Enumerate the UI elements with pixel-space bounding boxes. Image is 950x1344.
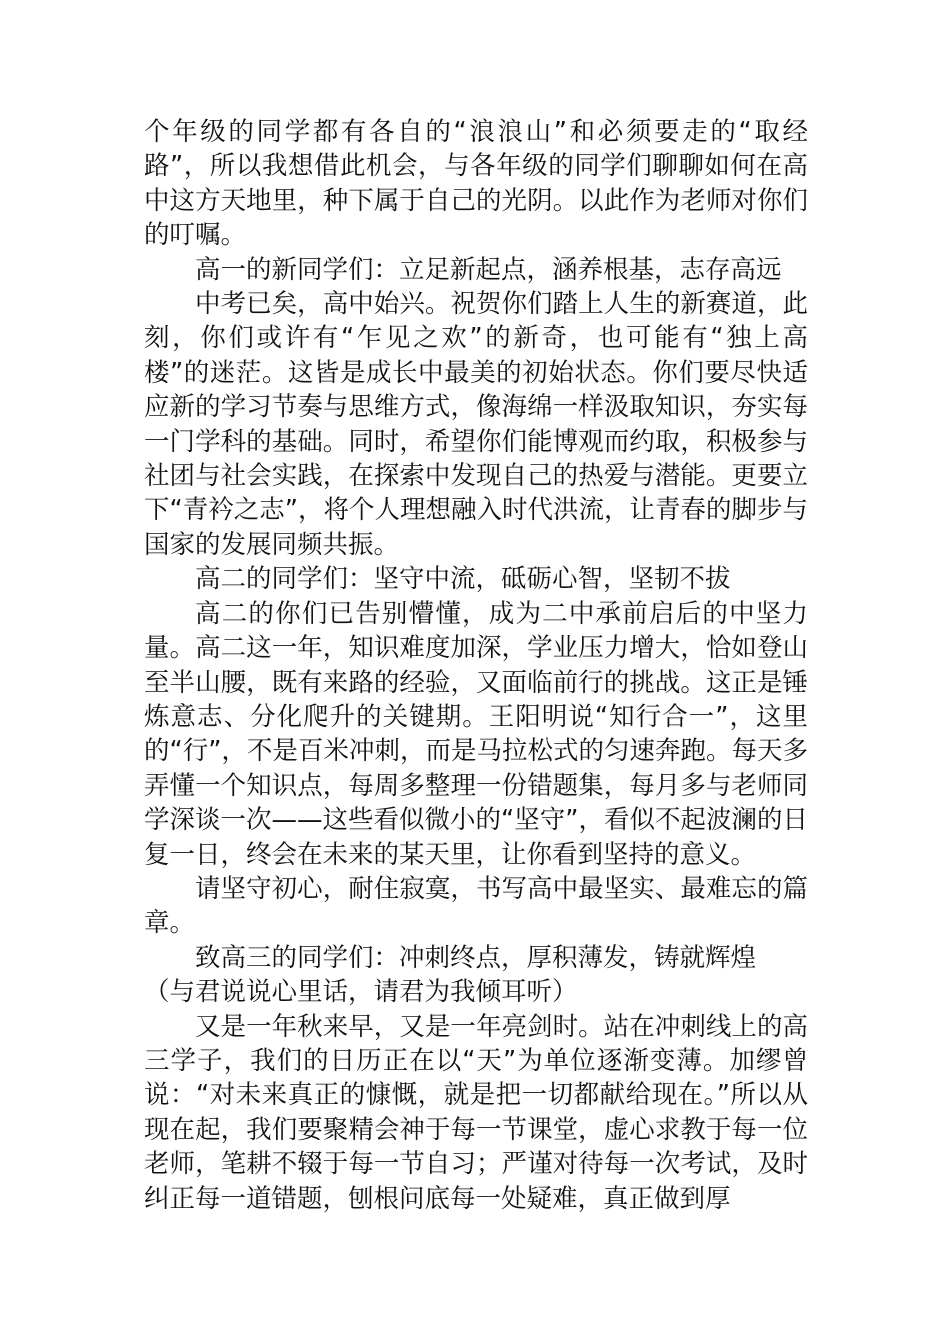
heading-grade-two: 高二的同学们：坚守中流，砥砺心智，坚韧不拔	[195, 564, 731, 595]
heading-grade-three: 致高三的同学们：冲刺终点，厚积薄发，铸就辉煌	[195, 942, 757, 973]
paragraph-grade-two-closing: 请坚守初心，耐住寂寞，书写高中最坚实、最难忘的篇章。	[144, 873, 808, 939]
paragraph-grade-three: 又是一年秋来早，又是一年亮剑时。站在冲刺线上的高三学子，我们的日历正在以“天”为单位逐渐变薄。加缪曾说：“对未来真正的慷慨，就是把一切都献给现在。”所以从现在起，我们要聚精会神于每一节课堂，虚心求教于每一位老师，笔耕不辍于每一节自习；严谨对待每一次考试，及时纠正每一道错题，刨根问底每一处疑难，真正做到厚	[144, 1011, 808, 1214]
paragraph-intro-continued: 个年级的同学都有各自的“浪浪山”和必须要走的“取经路”，所以我想借此机会，与各年级的同学们聊聊如何在高中这方天地里，种下属于自己的光阴。以此作为老师对你们的叮嘱。	[144, 117, 808, 251]
paragraph-grade-one: 中考已矣，高中始兴。祝贺你们踏上人生的新赛道，此刻，你们或许有“乍见之欢”的新奇，也可能有“独上高楼”的迷茫。这皆是成长中最美的初始状态。你们要尽快适应新的学习节奏与思维方式，像海绵一样汲取知识，夯实每一门学科的基础。同时，希望你们能博观而约取，积极参与社团与社会实践，在探索中发现自己的热爱与潜能。更要立下“青衿之志”，将个人理想融入时代洪流，让青春的脚步与国家的发展同频共振。	[144, 289, 808, 560]
paragraph-grade-two: 高二的你们已告别懵懂，成为二中承前启后的中坚力量。高二这一年，知识难度加深，学业压力增大，恰如登山至半山腰，既有来路的经验，又面临前行的挑战。这正是锤炼意志、分化爬升的关键期。王阳明说“知行合一”，这里的“行”，不是百米冲刺，而是马拉松式的匀速奔跑。每天多弄懂一个知识点，每周多整理一份错题集，每月多与老师同学深谈一次——这些看似微小的“坚守”，看似不起波澜的日复一日，终会在未来的某天里，让你看到坚持的意义。	[144, 598, 808, 870]
heading-grade-one: 高一的新同学们：立足新起点，涵养根基，志存高远	[195, 254, 782, 285]
document-body	[144, 115, 808, 1216]
subheading-grade-three: （与君说说心里话，请君为我倾耳听）	[144, 977, 578, 1008]
